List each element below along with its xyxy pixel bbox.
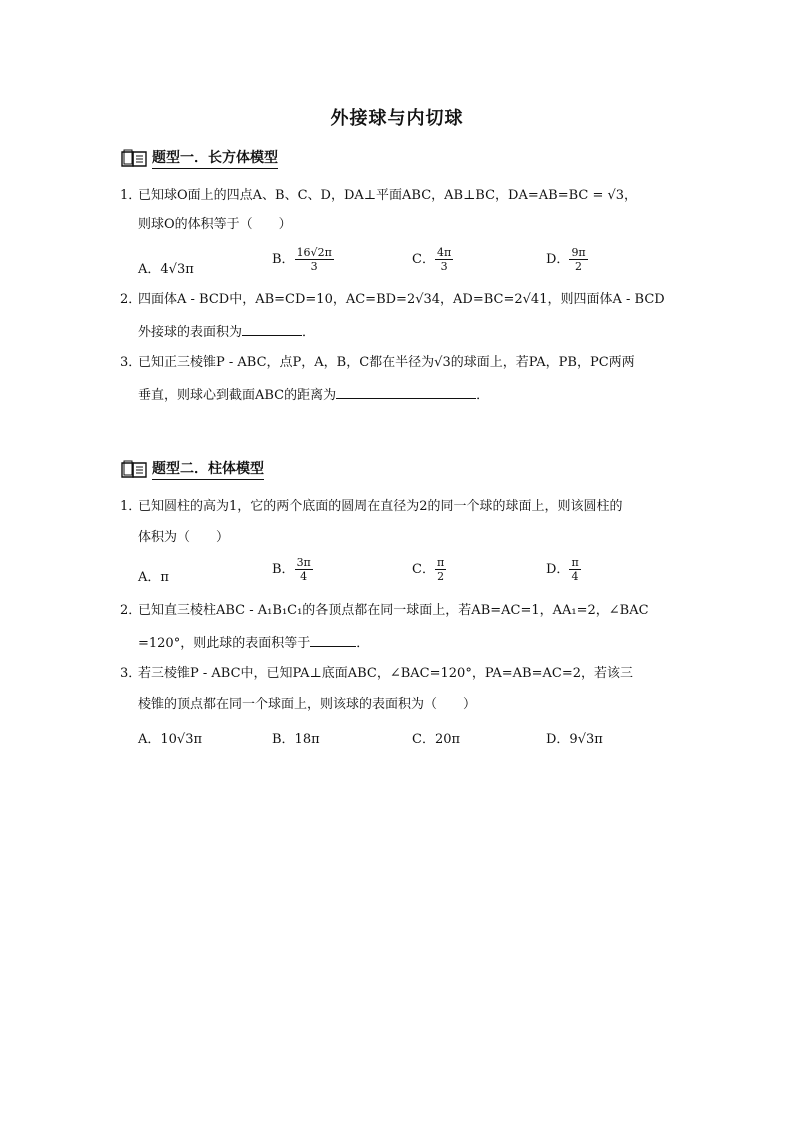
question-text: 四面体A - BCD中，AB=CD=10，AC=BD=2√34，AD=BC=2√41，则四面体A - BCD xyxy=(138,292,665,307)
denominator: 4 xyxy=(571,570,579,583)
answer-blank[interactable] xyxy=(336,384,476,399)
s2-q3-option-b: B．18π xyxy=(272,732,320,747)
s2-q2-line1 xyxy=(120,601,649,621)
page-title: 外接球与内切球 xyxy=(330,108,464,129)
s2-q3-option-c: C．20π xyxy=(412,732,461,747)
s1-q1-option-b xyxy=(272,246,334,273)
question-text: 已知圆柱的高为1，它的两个底面的圆周在直径为2的同一个球的球面上，则该圆柱的 xyxy=(138,499,623,514)
denominator: 4 xyxy=(300,570,308,583)
question-number: 2． xyxy=(120,292,142,307)
s1-q1-line1 xyxy=(120,186,637,206)
numerator: 9π xyxy=(571,246,586,259)
question-number: 1． xyxy=(120,188,142,203)
option-label: B． xyxy=(272,252,295,267)
question-number: 3． xyxy=(120,666,142,681)
s2-q1-line2: 体积为（ ） xyxy=(138,530,230,545)
option-label: D． xyxy=(546,562,570,577)
denominator: 3 xyxy=(310,260,318,273)
question-text: 垂直，则球心到截面ABC的距离为 xyxy=(138,388,337,403)
option-label: B． xyxy=(272,562,295,577)
period: ． xyxy=(476,388,490,403)
s1-q1-option-d xyxy=(546,246,588,273)
section1-header xyxy=(120,146,278,170)
s2-q1-option-c xyxy=(412,556,446,583)
numerator: π xyxy=(436,556,445,569)
option-label: D． xyxy=(546,252,570,267)
fraction xyxy=(569,246,587,273)
s2-q3-option-a: A．10√3π xyxy=(138,732,203,747)
section2-header xyxy=(120,457,264,481)
fraction xyxy=(295,556,313,583)
s2-q2-line2 xyxy=(138,632,369,654)
s1-q2-line1 xyxy=(120,290,665,310)
s1-q1-line2: 则球O的体积等于（ ） xyxy=(138,217,292,232)
numerator: 4π xyxy=(436,246,452,259)
s2-q1-line1 xyxy=(120,497,623,517)
s2-q3-option-d: D．9√3π xyxy=(546,732,603,747)
question-number: 3． xyxy=(120,355,142,370)
option-label: C． xyxy=(412,252,435,267)
fraction xyxy=(295,246,334,273)
question-text: 已知正三棱锥P - ABC，点P，A，B，C都在半径为√3的球面上，若PA，PB，PC两两 xyxy=(138,355,635,370)
option-label: C． xyxy=(412,562,435,577)
section2-heading: 题型二．柱体模型 xyxy=(152,458,264,480)
fraction xyxy=(569,556,580,583)
book-icon xyxy=(120,148,148,168)
s2-q1-option-b xyxy=(272,556,313,583)
denominator: 2 xyxy=(575,260,583,273)
question-text: =120°，则此球的表面积等于 xyxy=(138,636,311,651)
s2-q1-option-d xyxy=(546,556,581,583)
section1-heading: 题型一．长方体模型 xyxy=(152,147,278,169)
s1-q1-option-c xyxy=(412,246,453,273)
question-text: 已知球O面上的四点A、B、C、D，DA⊥平面ABC，AB⊥BC，DA=AB=BC = √3， xyxy=(138,188,638,203)
period: ． xyxy=(302,325,316,340)
numerator: π xyxy=(571,556,579,569)
question-number: 1． xyxy=(120,499,142,514)
book-icon xyxy=(120,459,148,479)
s2-q1-option-a: A．π xyxy=(138,570,169,585)
denominator: 3 xyxy=(440,260,448,273)
period: ． xyxy=(356,636,370,651)
fraction xyxy=(435,246,453,273)
question-text: 若三棱锥P - ABC中，已知PA⊥底面ABC，∠BAC=120°，PA=AB=AC=2，若该三 xyxy=(138,666,633,681)
s1-q1-option-a: A．4√3π xyxy=(138,262,194,277)
question-number: 2． xyxy=(120,603,142,618)
answer-blank[interactable] xyxy=(242,321,302,336)
answer-blank[interactable] xyxy=(310,632,356,647)
fraction xyxy=(435,556,446,583)
s1-q3-line2 xyxy=(138,384,489,406)
numerator: 16√2π xyxy=(296,246,332,259)
question-text: 已知直三棱柱ABC - A₁B₁C₁的各顶点都在同一球面上，若AB=AC=1，AA₁=2，∠BAC xyxy=(138,603,649,618)
s1-q2-line2 xyxy=(138,321,315,343)
s1-q3-line1 xyxy=(120,353,635,373)
numerator: 3π xyxy=(296,556,311,569)
s2-q3-line1 xyxy=(120,664,633,684)
denominator: 2 xyxy=(437,570,445,583)
s2-q3-line2: 棱锥的顶点都在同一个球面上，则该球的表面积为（ ） xyxy=(138,697,477,712)
question-text: 外接球的表面积为 xyxy=(138,325,243,340)
